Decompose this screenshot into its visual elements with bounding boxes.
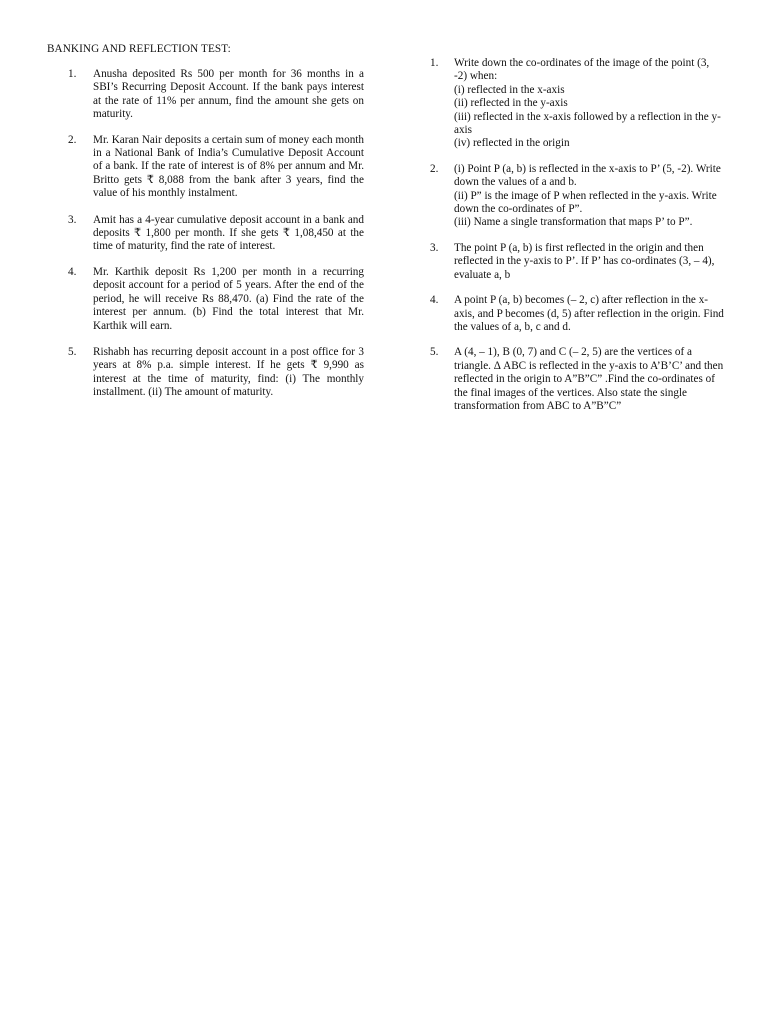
question-line: (i) Point P (a, b) is reflected in the x-axis to P’ (5, -2). Write down the values of a and b. bbox=[454, 162, 721, 189]
test-title: BANKING AND REFLECTION TEST: bbox=[47, 43, 231, 55]
question-text bbox=[454, 242, 724, 282]
question-text: Amit has a 4-year cumulative deposit account in a bank and deposits ₹ 1,800 per month. If she gets ₹ 1,08,450 at the time of maturity, find the rate of interest. bbox=[93, 213, 364, 253]
question-line: (ii) P” is the image of P when reflected in the y-axis. Write down the co-ordinates of P”. bbox=[454, 189, 717, 216]
reflection-question bbox=[430, 163, 724, 230]
question-line: (i) reflected in the x-axis bbox=[454, 83, 565, 96]
question-line: A point P (a, b) becomes (– 2, c) after reflection in the x-axis, and P becomes (d, 5) after reflection in the origin. Find the values of a, b, c and d. bbox=[454, 294, 724, 333]
question-line: (iii) Name a single transformation that maps P’ to P”. bbox=[454, 216, 693, 229]
banking-question bbox=[68, 68, 364, 122]
question-line: (ii) reflected in the y-axis bbox=[454, 97, 568, 110]
banking-question bbox=[68, 346, 364, 400]
reflection-question bbox=[430, 57, 724, 151]
question-line: (iv) reflected in the origin bbox=[454, 137, 570, 150]
question-number: 2. bbox=[68, 133, 77, 146]
question-line: The point P (a, b) is first reflected in the origin and then reflected in the y-axis to P’. If P’ has co-ordinates (3, – 4), evaluate a, b bbox=[454, 241, 715, 281]
banking-question bbox=[68, 134, 364, 201]
question-number: 5. bbox=[430, 346, 439, 359]
question-number: 3. bbox=[430, 241, 439, 254]
question-line: Write down the co-ordinates of the image of the point (3, -2) when: bbox=[454, 57, 710, 83]
question-text: Mr. Karan Nair deposits a certain sum of money each month in a National Bank of India’s Cumulative Deposit Account of a bank. If the rate of interest is of 8% per annum and Mr. Britto gets ₹ 8,088 from the bank after 3 years, find the value of his monthly instalment. bbox=[93, 133, 364, 200]
banking-questions bbox=[68, 68, 364, 400]
question-text bbox=[454, 346, 724, 413]
question-line: (iii) reflected in the x-axis followed by a reflection in the y-axis bbox=[454, 110, 721, 137]
reflection-question bbox=[430, 346, 724, 413]
question-number: 5. bbox=[68, 345, 77, 358]
question-text bbox=[454, 294, 724, 334]
question-text bbox=[454, 163, 724, 230]
question-number: 4. bbox=[430, 294, 439, 307]
reflection-question bbox=[430, 294, 724, 334]
reflection-questions bbox=[430, 57, 724, 413]
question-number: 4. bbox=[68, 265, 77, 278]
question-text bbox=[454, 57, 724, 151]
question-number: 1. bbox=[68, 68, 77, 80]
question-line: A (4, – 1), B (0, 7) and C (– 2, 5) are the vertices of a triangle. Δ ABC is reflected in the y-axis to A’B’C’ and then reflected in the origin to A”B”C” .Find the co-ordinates of the final images of the vertices. Also state the single transformation from ABC to A”B”C” bbox=[454, 346, 724, 412]
banking-question bbox=[68, 214, 364, 254]
reflection-question bbox=[430, 242, 724, 282]
question-number: 2. bbox=[430, 162, 439, 175]
question-number: 1. bbox=[430, 57, 439, 69]
question-number: 3. bbox=[68, 213, 77, 226]
question-text: Rishabh has recurring deposit account in a post office for 3 years at 8% p.a. simple interest. If he gets ₹ 9,990 as interest at the time of maturity, find: (i) The monthly installment. (ii) The amount of maturity. bbox=[93, 345, 364, 399]
banking-question bbox=[68, 266, 364, 333]
question-text: Mr. Karthik deposit Rs 1,200 per month in a recurring deposit account for a period of 5 years. After the end of the period, he will receive Rs 88,470. (a) Find the rate of the interest per annum. (b) Find the total interest that Mr. Karthik will earn. bbox=[93, 265, 364, 332]
question-text: Anusha deposited Rs 500 per month for 36 months in a SBI’s Recurring Deposit Account. If the bank pays interest at the rate of 11% per annum, find the amount she gets on maturity. bbox=[93, 68, 364, 121]
